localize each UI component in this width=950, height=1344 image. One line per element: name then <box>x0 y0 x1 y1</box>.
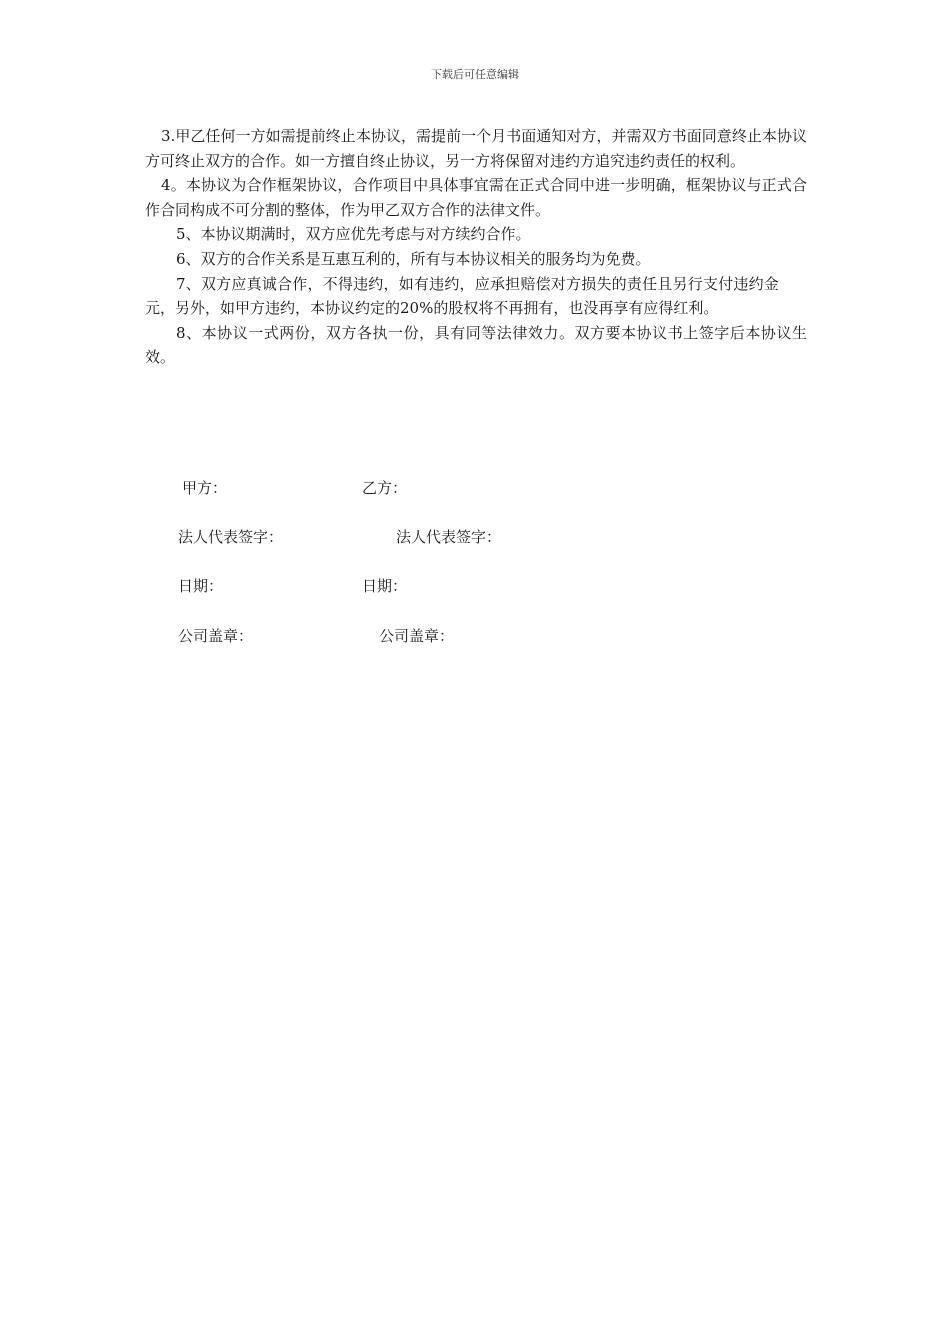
clause-3: 3.甲乙任何一方如需提前终止本协议，需提前一个月书面通知对方，并需双方书面同意终止本协议方可终止双方的合作。如一方擅自终止协议，另一方将保留对违约方追究违约责任的权利。 <box>145 127 807 170</box>
clause-6: 6、双方的合作关系是互惠互利的，所有与本协议相关的服务均为免费。 <box>176 249 651 268</box>
party-b-label: 乙方： <box>362 479 408 497</box>
seal-b-label: 公司盖章： <box>379 627 455 645</box>
clause-7-part-1: 7、双方应真诚合作，不得违约，如有违约，应承担赔偿对方损失的责任且另行支付违约金 <box>176 274 779 293</box>
seal-a-label: 公司盖章： <box>178 627 254 645</box>
date-b-label: 日期： <box>362 577 408 595</box>
page-header: 下载后可任意编辑 <box>431 68 519 81</box>
legal-rep-a-label: 法人代表签字： <box>178 528 284 546</box>
agreement-body <box>145 124 807 370</box>
date-a-label: 日期： <box>178 577 224 595</box>
clause-8: 8、本协议一式两份，双方各执一份，具有同等法律效力。双方要本协议书上签字后本协议生效。 <box>145 323 807 367</box>
clause-5: 5、本协议期满时，双方应优先考虑与对方续约合作。 <box>176 225 531 244</box>
clause-7 <box>145 272 807 321</box>
clause-7-part-2: 元，另外，如甲方违约，本协议约定的20%的股权将不再拥有，也没再享有应得红利。 <box>145 299 719 318</box>
clause-4: 4。本协议为合作框架协议，合作项目中具体事宜需在正式合同中进一步明确，框架协议与正式合作合同构成不可分割的整体，作为甲乙双方合作的法律文件。 <box>145 176 807 219</box>
legal-rep-b-label: 法人代表签字： <box>396 528 502 546</box>
party-a-label: 甲方： <box>182 479 228 497</box>
